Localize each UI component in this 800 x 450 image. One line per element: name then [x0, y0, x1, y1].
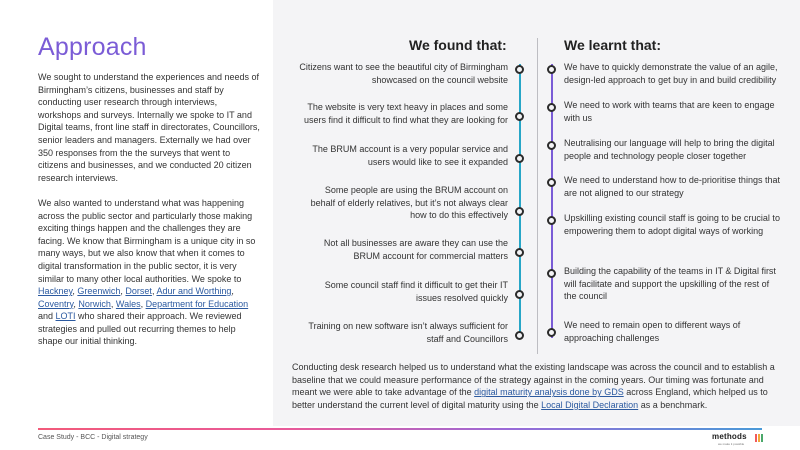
intro-text-b: who shared their approach. We reviewed strategies and pulled out recurring themes to help shape our initial thinking. [38, 311, 242, 347]
link-dorset[interactable]: Dorset [125, 286, 152, 297]
desk-research-text [292, 361, 782, 411]
timeline-dot [547, 178, 556, 187]
learnt-item: Upskilling existing council staff is going to be crucial to empowering them to adopt digital ways of working [564, 213, 780, 236]
found-item: Citizens want to see the beautiful city of Birmingham showcased on the council website [299, 62, 508, 85]
footer-caption: Case Study - BCC - Digital strategy [38, 434, 148, 441]
timeline-dot [515, 112, 524, 121]
intro-text [38, 71, 260, 361]
intro-paragraph-1: We sought to understand the experiences and needs of Birmingham’s citizens, businesses and staff by conducting user research through interviews, workshops and surveys. Internally we spoke to IT and Digital teams, front line staff in directorates, Councillors, senior leaders and managers. Externally we had over 350 responses from the the surveys that went to citizens and businesses, and we conducted 20 citizen research interviews. [38, 72, 260, 183]
column-divider [537, 38, 538, 354]
timeline-dot [547, 65, 556, 74]
link-adur-worthing[interactable]: Adur and Worthing [156, 286, 232, 297]
learnt-item: Building the capability of the teams in IT & Digital first will facilitate and support the upskilling of the rest of the council [564, 266, 776, 302]
link-loti[interactable]: LOTI [55, 311, 76, 322]
timeline-dot [515, 248, 524, 257]
link-hackney[interactable]: Hackney [38, 286, 73, 297]
link-wales[interactable]: Wales [115, 298, 141, 309]
found-item: Some council staff find it difficult to get their IT issues resolved quickly [324, 280, 508, 303]
timeline-dot [547, 269, 556, 278]
timeline-dot [547, 141, 556, 150]
bottom-text-1: Conducting desk research helped us to understand what the existing landscape was across the council and to establish a baseline that we could measure performance of the strategy against in the coming years. Our timing was fortunate and meant we were able to take advantage of the [292, 362, 775, 398]
found-item: Some people are using the BRUM account on behalf of elderly relatives, but it’s not always clear how to do this effectively [310, 185, 508, 221]
timeline-dot [547, 328, 556, 337]
learnt-item: We need to remain open to different ways of approaching challenges [564, 320, 741, 343]
page-title: Approach [38, 33, 147, 61]
timeline-dot [515, 154, 524, 163]
learnt-item: We need to work with teams that are keen to engage with us [564, 100, 775, 123]
link-greenwich[interactable]: Greenwich [77, 286, 121, 297]
timeline-dot [515, 331, 524, 340]
link-gds-analysis[interactable]: digital maturity analysis done by GDS [474, 387, 624, 398]
found-item: The website is very text heavy in places and some users find it difficult to find what they are looking for [304, 102, 508, 125]
logo-bars-icon [755, 434, 763, 442]
found-heading: We found that: [409, 37, 507, 53]
timeline-dot [515, 207, 524, 216]
link-dfe[interactable]: Department for Education [145, 298, 249, 309]
timeline-dot [547, 216, 556, 225]
learnt-item: We need to understand how to de-prioritise things that are not aligned to our strategy [564, 175, 780, 198]
timeline-dot [515, 290, 524, 299]
found-item: Not all businesses are aware they can use the BRUM account for commercial matters [323, 238, 508, 261]
found-item: The BRUM account is a very popular service and users would like to see it expanded [312, 144, 508, 167]
intro-paragraph-2: We also wanted to understand what was happening across the public sector and particularly those making exciting things happen and the challenges they are facing. We know that Birmingham is a unique city in so many ways, but we also know that when it comes to digital transformation in the public sector, it is very similar to many other local authorities. We spoke to Hackney, Greenwich, Dorset, Adur and Worthing, Coventry, Norwich, Wales, Department for Education and LOTI who shared their approach. We reviewed strategies and pulled out recurring themes to help shape our initial thinking. [38, 197, 256, 347]
learnt-heading: We learnt that: [564, 37, 661, 53]
link-norwich[interactable]: Norwich [78, 298, 111, 309]
bottom-text-3: as a benchmark. [638, 399, 708, 410]
intro-text-a: We also wanted to understand what was happening across the public sector and particularly those making exciting things happen and the challenges they are facing. We know that Birmingham is a unique city in so many ways, but we also know that when it comes to digital transformation in the public sector, it is very similar to many other local authorities. We spoke to [38, 197, 256, 284]
timeline-dot [515, 65, 524, 74]
learnt-item: Neutralising our language will help to bring the digital people and technology people closer together [564, 138, 775, 161]
logo-tagline: we make it possible [718, 442, 745, 446]
found-item: Training on new software isn’t always sufficient for staff and Councillors [308, 321, 508, 344]
bottom-text-2: across England, which helped us to better understand the current level of digital maturity using the [292, 387, 768, 410]
footer-gradient-line [38, 428, 762, 430]
timeline-dot [547, 103, 556, 112]
link-coventry[interactable]: Coventry [38, 298, 74, 309]
learnt-item: We have to quickly demonstrate the value of an agile, design-led approach to get buy in and build credibility [564, 62, 778, 85]
link-local-digital-declaration[interactable]: Local Digital Declaration [541, 399, 639, 410]
methods-logo: methods [712, 432, 747, 441]
